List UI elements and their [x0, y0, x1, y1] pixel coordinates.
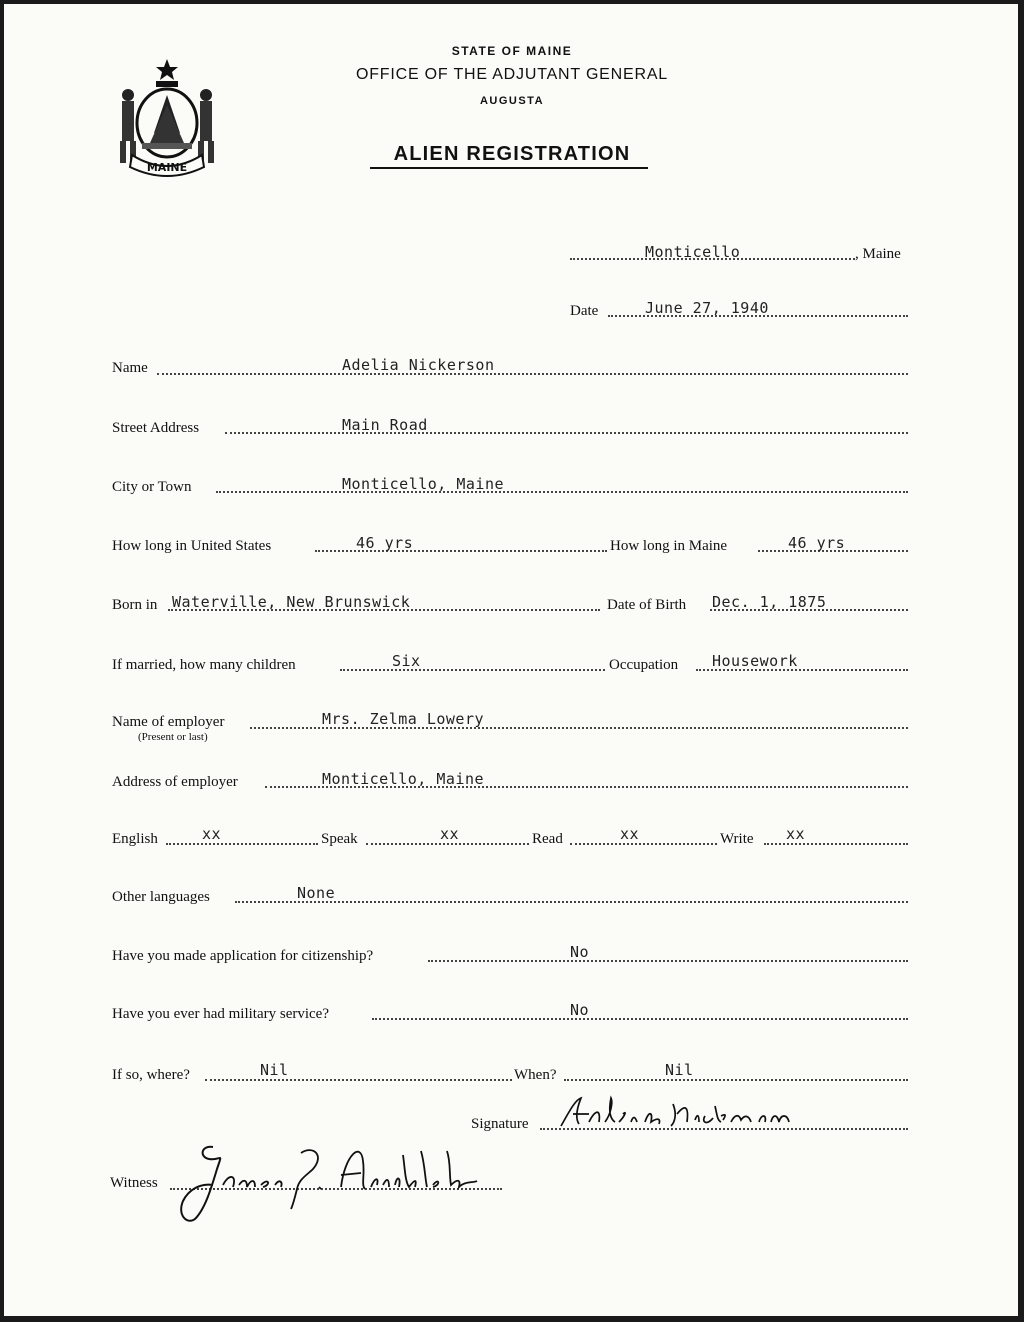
- street-label: Street Address: [112, 420, 200, 436]
- emp-addr-label: Address of employer: [112, 774, 238, 790]
- where-line: [205, 1079, 512, 1081]
- other-lang-value: None: [297, 884, 336, 902]
- us-value: 46 yrs: [356, 534, 414, 552]
- header-office: OFFICE OF THE ADJUTANT GENERAL: [355, 66, 669, 83]
- children-value: Six: [392, 652, 421, 670]
- when-value: Nil: [665, 1061, 694, 1079]
- read-line: [570, 843, 717, 845]
- speak-line: [366, 843, 529, 845]
- where-value: Nil: [260, 1061, 289, 1079]
- employer-label: Name of employer: [112, 714, 225, 730]
- name-value: Adelia Nickerson: [342, 356, 495, 374]
- witness-handwriting: [165, 1135, 505, 1225]
- born-label: Born in: [112, 597, 158, 613]
- name-line: [157, 373, 908, 375]
- date-value: June 27, 1940: [645, 299, 769, 317]
- where-label: If so, where?: [112, 1067, 190, 1083]
- us-label: How long in United States: [112, 538, 272, 554]
- witness-label: Witness: [110, 1175, 158, 1191]
- employer-value: Mrs. Zelma Lowery: [322, 710, 485, 728]
- header-state: STATE OF MAINE: [451, 44, 573, 58]
- citizenship-line: [428, 960, 908, 962]
- read-value: xx: [620, 825, 640, 843]
- city-label: City or Town: [112, 479, 192, 495]
- street-value: Main Road: [342, 416, 428, 434]
- name-label: Name: [112, 360, 148, 376]
- dob-value: Dec. 1, 1875: [712, 593, 827, 611]
- place-value: Monticello: [645, 243, 741, 261]
- signature-handwriting: [555, 1092, 805, 1137]
- title-underline: [370, 167, 648, 169]
- speak-label: Speak: [321, 831, 358, 847]
- place-suffix: , Maine: [855, 246, 901, 262]
- signature-label: Signature: [471, 1116, 529, 1132]
- when-line: [564, 1079, 908, 1081]
- other-lang-label: Other languages: [112, 889, 210, 905]
- when-label: When?: [514, 1067, 557, 1083]
- military-value: No: [570, 1001, 590, 1019]
- english-line: [166, 843, 318, 845]
- children-line: [340, 669, 605, 671]
- emp-addr-value: Monticello, Maine: [322, 770, 485, 788]
- occupation-value: Housework: [712, 652, 798, 670]
- english-label: English: [112, 831, 158, 847]
- seal-text: MAINE: [146, 161, 188, 174]
- write-value: xx: [786, 825, 806, 843]
- military-label: Have you ever had military service?: [112, 1006, 329, 1022]
- write-label: Write: [720, 831, 754, 847]
- occupation-label: Occupation: [609, 657, 679, 673]
- dob-label: Date of Birth: [607, 597, 687, 613]
- citizenship-label: Have you made application for citizenship?: [112, 948, 374, 964]
- maine-label: How long in Maine: [610, 538, 728, 554]
- children-label: If married, how many children: [112, 657, 296, 673]
- military-line: [372, 1018, 908, 1020]
- city-line: [216, 491, 908, 493]
- city-value: Monticello, Maine: [342, 475, 505, 493]
- born-value: Waterville, New Brunswick: [172, 593, 411, 611]
- maine-value: 46 yrs: [788, 534, 846, 552]
- employer-sublabel: (Present or last): [138, 731, 208, 743]
- date-label: Date: [570, 303, 599, 319]
- read-label: Read: [532, 831, 563, 847]
- form-title: ALIEN REGISTRATION: [393, 143, 631, 165]
- english-value: xx: [202, 825, 222, 843]
- street-line: [225, 432, 908, 434]
- write-line: [764, 843, 908, 845]
- speak-value: xx: [440, 825, 460, 843]
- citizenship-value: No: [570, 943, 590, 961]
- header-city: AUGUSTA: [479, 95, 545, 107]
- other-lang-line: [235, 901, 908, 903]
